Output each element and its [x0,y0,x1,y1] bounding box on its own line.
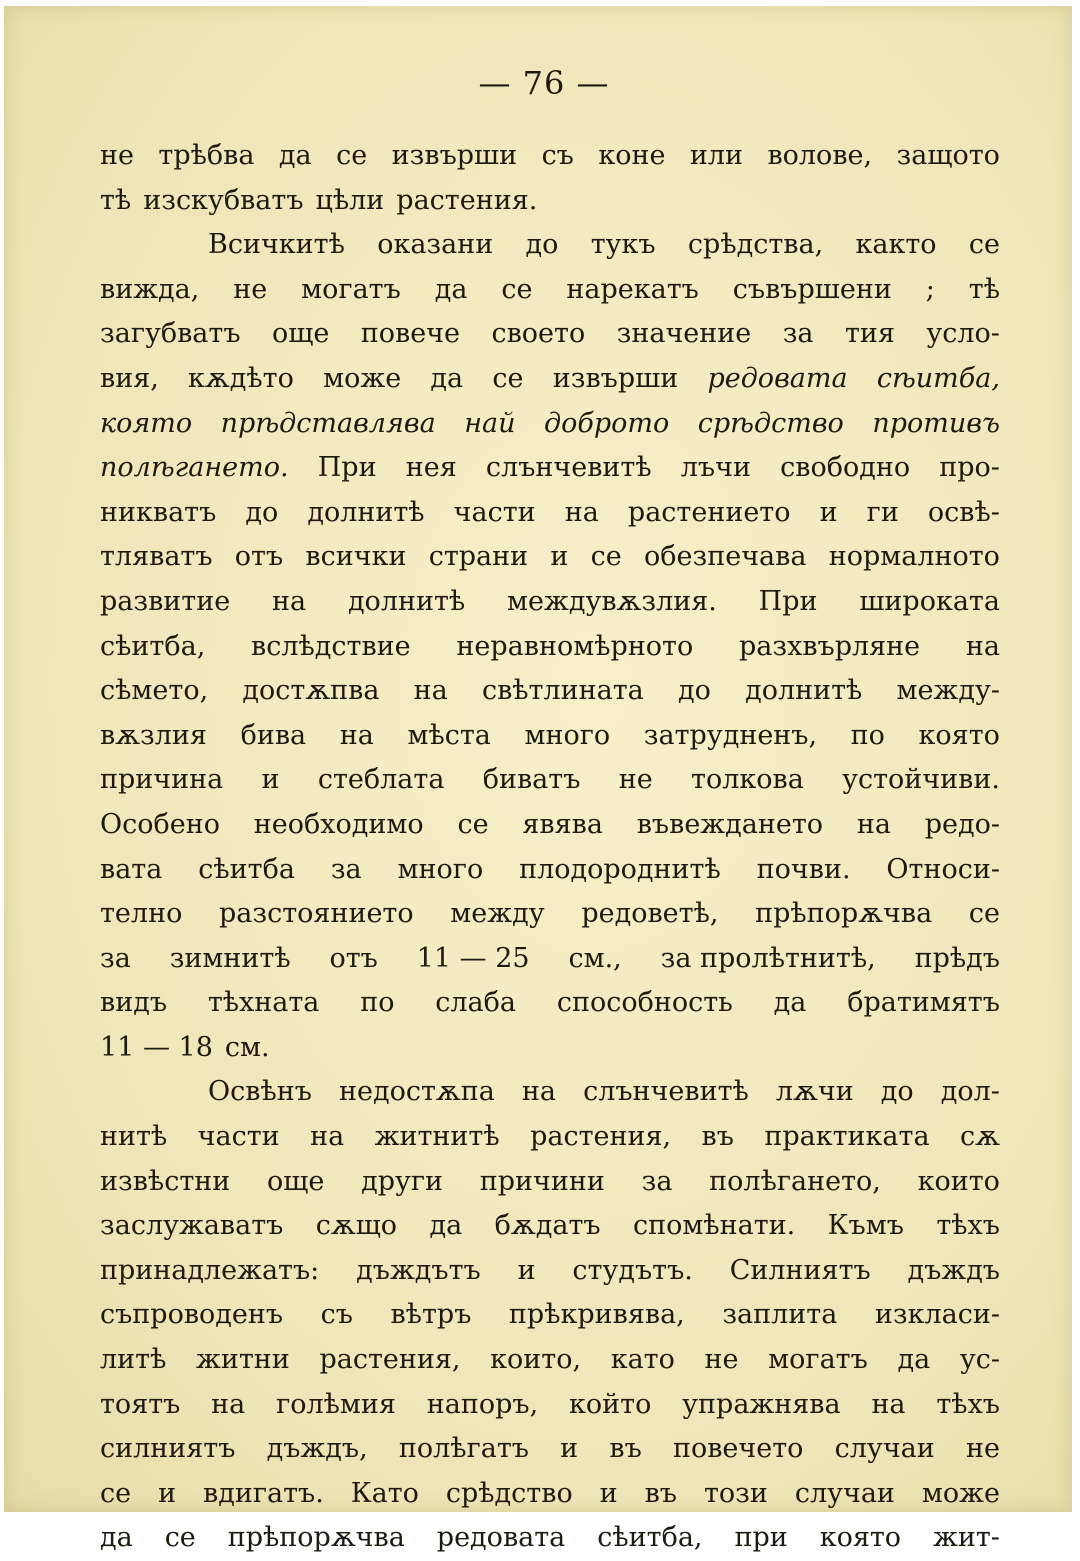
word: растения. [396,184,538,216]
word: Като [350,1477,419,1509]
word: волове, [767,140,873,171]
word: прѣдставлява [220,407,436,439]
word: заслужаватъ [100,1210,284,1242]
text-line [100,134,1000,179]
word: нея [405,452,457,484]
word: на [856,808,891,840]
word: на [871,1388,906,1420]
word: развитие [100,585,231,617]
word: на [564,496,599,528]
word: упражнява [682,1388,841,1420]
word: сѣмето, [100,675,209,707]
word: на [310,1121,345,1153]
word: да [278,140,312,171]
word: широката [859,585,1000,617]
word: за [782,318,814,350]
word: се [968,898,1000,930]
word: който [569,1388,652,1420]
word: вслѣдствие [251,630,411,662]
word: страни [428,541,529,573]
word: видъ [100,987,167,1019]
word: на [521,1076,557,1108]
word: освѣ- [927,496,1000,528]
word: телно [100,898,183,930]
word: Силниятъ [729,1254,871,1286]
word: въ [644,1477,677,1509]
word: редоветѣ, [581,898,719,930]
text-line [100,357,1000,402]
text-line [100,758,1000,803]
word: повече [360,318,461,350]
word: се [100,1477,132,1509]
word: долнитѣ [347,585,466,617]
word: нарекатъ [566,273,699,305]
text-line [100,1204,1000,1249]
word: този [703,1477,768,1509]
word: редовата [436,1522,566,1554]
text-line [100,535,1000,580]
word: за пролѣтнитѣ, [660,942,876,974]
word: полѣгането, [709,1165,881,1197]
word: коне [598,140,666,171]
word: устойчиви. [842,764,1000,796]
text-line [100,1026,1000,1071]
word: дъждътъ [356,1254,481,1286]
word: между [450,898,545,930]
word: полѣгането. [100,452,289,484]
word: 11 — 25 [416,942,530,974]
text-line [100,223,1000,268]
word: до [880,1076,914,1108]
word: Относи- [886,853,1000,885]
text-line [100,937,1000,982]
word: спомѣнати. [632,1210,796,1242]
word: редовата [707,362,848,394]
text-line [100,848,1000,893]
word: прѣкривява, [508,1299,685,1331]
word: При [317,452,377,484]
word: въ [701,1121,734,1153]
word: още [271,318,330,350]
word: долнитѣ [307,496,425,528]
word: които, [490,1344,582,1376]
word: да [773,987,807,1019]
word: жит- [933,1522,1000,1554]
word: тоятъ [100,1388,181,1420]
word: срѣдства, [687,229,824,261]
word: съ [320,1299,353,1331]
word: на [272,585,307,617]
word: см. [224,1031,270,1063]
word: се [501,273,533,305]
word: случаи [794,1477,895,1509]
word: слънчевитѣ [485,452,652,484]
word: растения, [530,1121,672,1153]
word: и [550,541,569,573]
word: не [965,1433,1000,1465]
word: още [267,1165,325,1197]
word: сѫщо [315,1210,398,1242]
word: части [197,1121,280,1153]
word: голѣмия [276,1388,396,1420]
word: житнитѣ [374,1121,500,1153]
word: затрудненъ, [643,719,818,751]
word: стеблата [317,764,445,796]
word: съвършени [732,273,892,305]
word: плодороднитѣ [519,853,721,885]
text-line [100,981,1000,1026]
text-line [100,1427,1000,1472]
text-line [100,312,1000,357]
word: напоръ, [426,1388,539,1420]
word: разхвърляне [738,630,921,662]
word: вата [100,853,163,885]
word: нитѣ [100,1121,168,1153]
word: която [819,1522,902,1554]
word: която [100,407,193,439]
word: свободно [780,452,911,484]
word: на [413,675,448,707]
word: срѣдство [445,1477,573,1509]
word: слаба [435,987,517,1019]
word: биватъ [482,764,581,796]
text-line [100,1293,1000,1338]
word: се [968,229,1000,261]
word: за [641,1165,673,1197]
word: никватъ [100,496,217,528]
word: братимятъ [847,987,1000,1019]
word: съпроводенъ [100,1299,284,1331]
word: междувѫзлия. [507,585,717,617]
word: най [464,407,516,439]
word: достѫпва [242,675,380,707]
word: бива [240,719,307,751]
word: могатъ [768,1344,868,1376]
word: които [917,1165,1000,1197]
word: слънчевитѣ [583,1076,749,1108]
word: въ [609,1433,642,1465]
word: и [599,1477,618,1509]
word: да [429,1210,463,1242]
word: се [336,140,368,171]
word: ус- [959,1344,1000,1376]
word: принадлежатъ: [100,1254,320,1286]
word: цѣли [315,184,385,216]
word: вѣтръ [390,1299,472,1331]
word: тѣ [968,273,1000,305]
word: сѣитба, [100,630,206,662]
word: оказани [377,229,494,261]
word: като [610,1344,675,1376]
body-text [100,134,1000,1561]
word: лѫчи [775,1076,854,1108]
word: сѣитба [198,853,295,885]
word: повечето [672,1433,804,1465]
word: да [100,1522,133,1554]
word: необходимо [253,808,424,840]
word: която [918,719,1000,751]
word: ; [925,273,935,305]
word: по [360,987,395,1019]
word: заплита [722,1299,838,1331]
word: да [434,273,468,305]
word: сѣитба, [876,362,1000,394]
word: сѣитба, [597,1522,703,1554]
text-line [100,268,1000,313]
word: се [164,1522,196,1554]
word: срѣдство [697,407,844,439]
word: значение [616,318,752,350]
word: Освѣнъ [208,1076,312,1108]
word: студътъ. [572,1254,693,1286]
word: прѣдъ [914,942,1000,974]
word: причина [100,764,224,796]
text-line [100,1338,1000,1383]
word: своето [491,318,586,350]
word: причини [479,1165,605,1197]
word: отъ [234,541,284,573]
word: могатъ [301,273,401,305]
word: изскубватъ [143,184,304,216]
word: сѫ [960,1121,1000,1153]
word: не [100,140,134,171]
word: противъ [872,407,1000,439]
word: растението [627,496,791,528]
word: много [524,719,611,751]
word: тукъ [590,229,656,261]
text-line [100,1160,1000,1205]
text-line [100,1383,1000,1428]
word: извѣстни [100,1165,231,1197]
word: доброто [543,407,670,439]
word: вижда, [100,273,200,305]
word: други [361,1165,444,1197]
word: 11 — 18 [100,1031,213,1063]
word: лъчи [680,452,751,484]
text-line [100,1115,1000,1160]
page-number: — 76 — [478,64,610,102]
word: се [590,541,622,573]
word: както [855,229,937,261]
word: дол- [940,1076,1000,1108]
word: явява [522,808,603,840]
word: и [158,1477,177,1509]
text-line [100,446,1000,491]
word: свѣтлината [481,675,644,707]
word: бѫдатъ [494,1210,601,1242]
word: тѣхъ [936,1210,1000,1242]
word: недостѫпа [339,1076,495,1108]
word: нормалното [828,541,1000,573]
word: житни [196,1344,290,1376]
word: дъждъ, [266,1433,368,1465]
word: трѣбва [158,140,255,171]
word: долнитѣ [745,675,863,707]
word: части [453,496,536,528]
word: за [330,853,362,885]
word: прѣпорѫчва [755,898,933,930]
word: се [457,808,489,840]
word: тия [844,318,895,350]
word: Къмъ [827,1210,904,1242]
word: всички [305,541,407,573]
word: на [339,719,374,751]
word: растения, [319,1344,461,1376]
word: см., [568,942,622,974]
word: и [560,1433,579,1465]
word: тѣхната [207,987,320,1019]
text-line [100,669,1000,714]
word: Особено [100,808,220,840]
word: тляватъ [100,541,213,573]
word: почви. [756,853,851,885]
word: извърши [391,140,518,171]
word: съ [541,140,574,171]
word: дъждъ [907,1254,1000,1286]
word: не [618,764,653,796]
text-line [100,1516,1000,1561]
word: или [689,140,744,171]
word: кѫдѣто [188,362,294,394]
text-line [100,1472,1000,1517]
word: зимнитѣ [169,942,291,974]
word: много [397,853,484,885]
word: до [525,229,559,261]
word: неравномѣрното [456,630,694,662]
word: ги [866,496,899,528]
word: се [492,362,524,394]
text-line [100,892,1000,937]
word: способность [556,987,733,1019]
word: случаи [834,1433,935,1465]
word: тѣхъ [936,1388,1000,1420]
word: на [211,1388,246,1420]
word: изкласи- [874,1299,1000,1331]
text-line [100,402,1000,447]
text-line [100,625,1000,670]
word: за [100,942,131,974]
word: литѣ [100,1344,167,1376]
word: не [704,1344,739,1376]
word: да [897,1344,931,1376]
word: Всичкитѣ [208,229,345,261]
word: може [323,362,402,394]
text-line [100,580,1000,625]
word: тѣ [100,184,132,216]
text-line [100,179,1000,224]
word: силниятъ [100,1433,236,1465]
word: при [734,1522,788,1554]
word: про- [939,452,1000,484]
book-page [4,6,1072,1554]
text-line [100,491,1000,536]
word: не [233,273,268,305]
text-line [100,803,1000,848]
word: да [430,362,464,394]
word: между- [896,675,1000,707]
word: толкова [691,764,804,796]
word: и [261,764,280,796]
word: мѣста [407,719,491,751]
text-line [100,1070,1000,1115]
word: и [819,496,838,528]
word: разстоянието [219,898,414,930]
word: практиката [764,1121,930,1153]
word: При [758,585,818,617]
text-line [100,1249,1000,1294]
word: прѣпорѫчва [227,1522,405,1554]
word: усло- [926,318,1000,350]
word: обезпечава [644,541,807,573]
text-line [100,714,1000,759]
word: отъ [329,942,378,974]
word: вѫзлия [100,719,207,751]
word: защото [896,140,1000,171]
word: полѣгатъ [398,1433,529,1465]
word: въвеждането [636,808,824,840]
word: и [517,1254,536,1286]
word: редо- [924,808,1000,840]
word: извърши [552,362,679,394]
word: може [921,1477,1000,1509]
word: вдигатъ. [203,1477,324,1509]
word: до [245,496,279,528]
word: до [677,675,711,707]
word: загубватъ [100,318,241,350]
word: вия, [100,362,159,394]
word: по [850,719,885,751]
word: на [965,630,1000,662]
